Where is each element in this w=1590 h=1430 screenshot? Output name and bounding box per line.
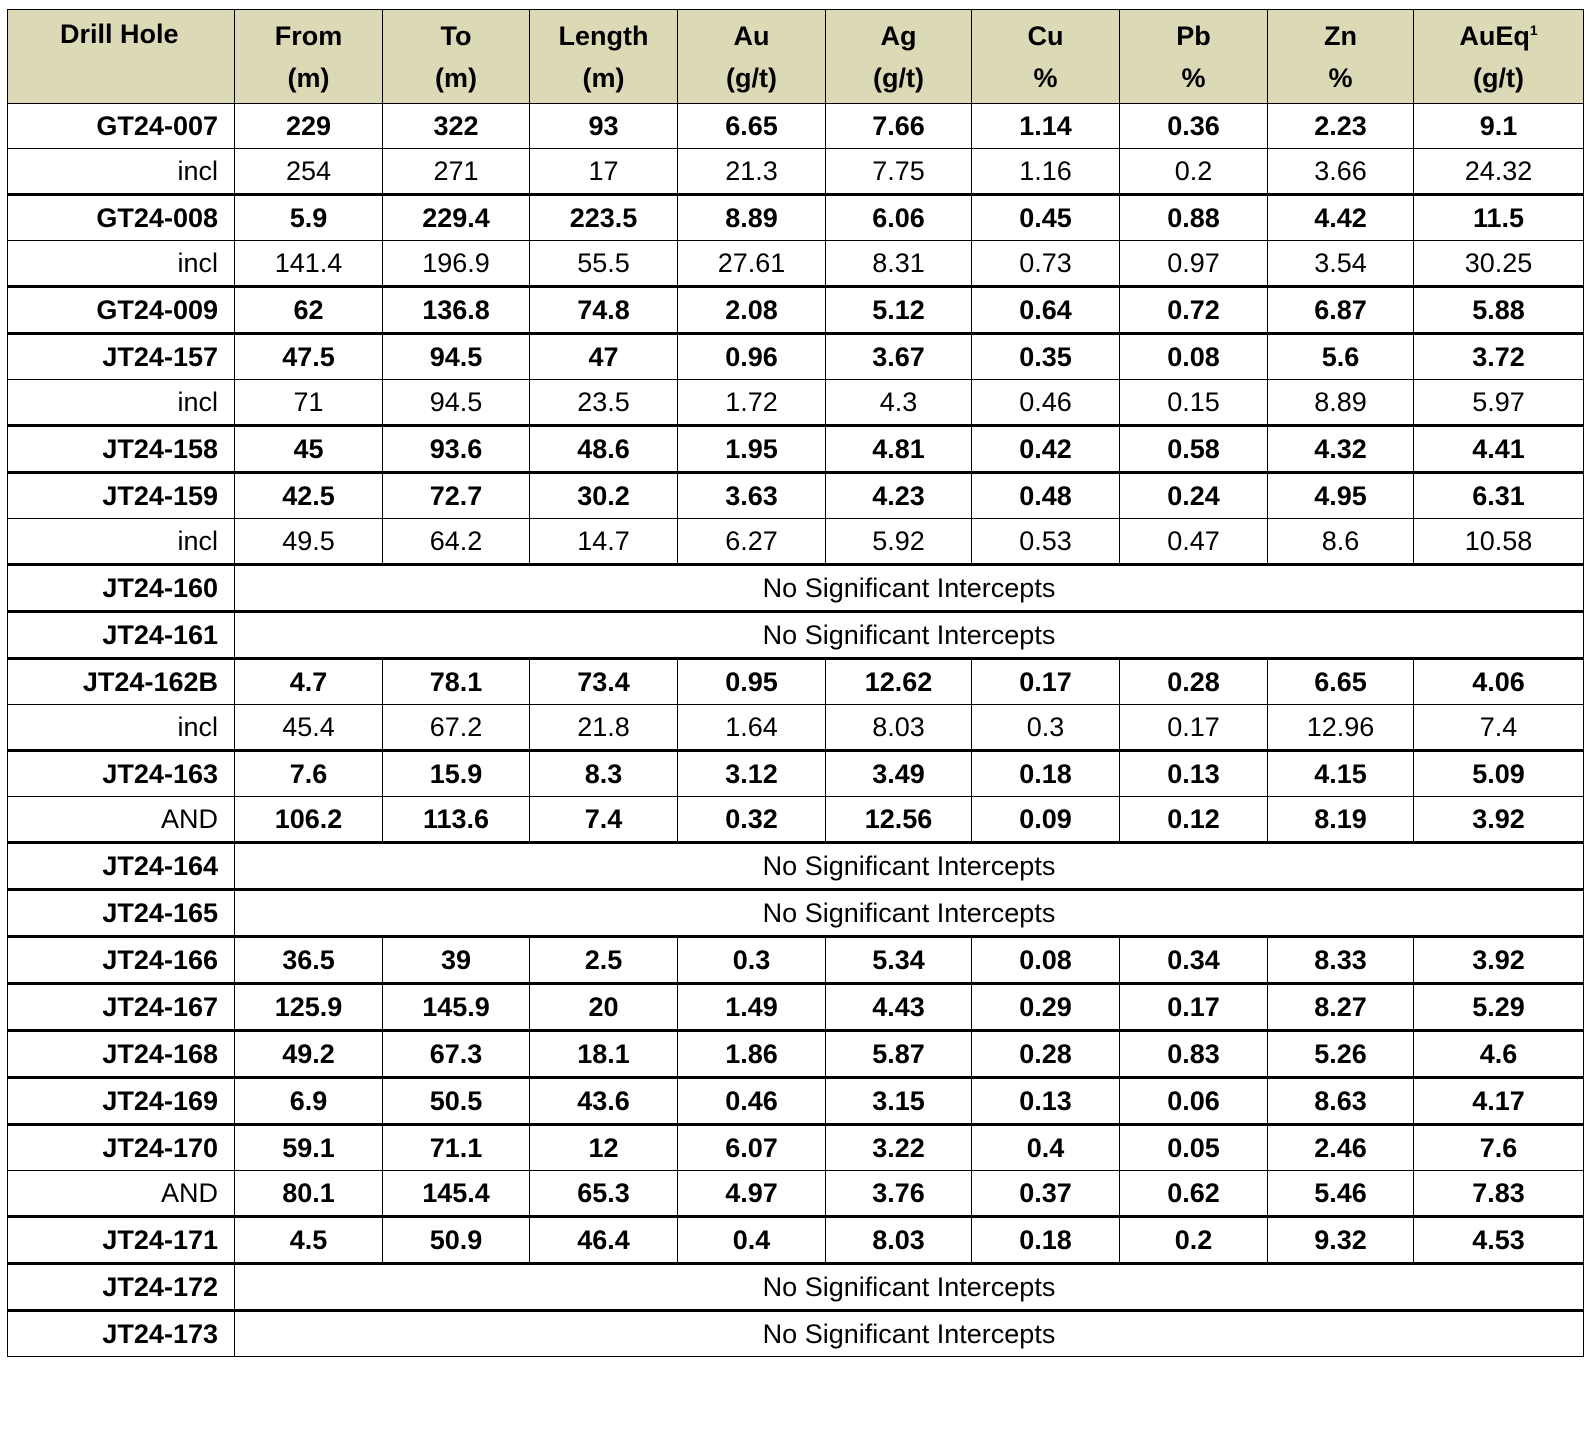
cell-length: 2.5 xyxy=(530,937,678,984)
table-row xyxy=(8,937,1584,984)
cell-aueq: 4.53 xyxy=(1414,1217,1584,1264)
cell-from: 71 xyxy=(235,380,383,426)
cell-length: 30.2 xyxy=(530,473,678,519)
cell-length: 20 xyxy=(530,984,678,1031)
cell-pb: 0.17 xyxy=(1120,984,1268,1031)
table-row xyxy=(8,1264,1584,1311)
cell-ag: 4.23 xyxy=(826,473,972,519)
cell-au: 3.63 xyxy=(678,473,826,519)
header-ag-unit: (g/t) xyxy=(873,62,924,93)
cell-from: 141.4 xyxy=(235,241,383,287)
cell-cu: 0.73 xyxy=(972,241,1120,287)
cell-length: 18.1 xyxy=(530,1031,678,1078)
table-row xyxy=(8,241,1584,287)
cell-au: 2.08 xyxy=(678,287,826,334)
cell-from: 5.9 xyxy=(235,195,383,241)
cell-ag: 12.56 xyxy=(826,797,972,843)
cell-from: 47.5 xyxy=(235,334,383,380)
cell-zn: 4.15 xyxy=(1268,751,1414,797)
cell-drill-hole: GT24-009 xyxy=(8,287,235,334)
header-zn xyxy=(1268,10,1414,104)
cell-length: 74.8 xyxy=(530,287,678,334)
cell-length: 47 xyxy=(530,334,678,380)
table-row xyxy=(8,380,1584,426)
table-row xyxy=(8,334,1584,380)
cell-zn: 4.42 xyxy=(1268,195,1414,241)
cell-pb: 0.06 xyxy=(1120,1078,1268,1125)
cell-drill-hole: JT24-167 xyxy=(8,984,235,1031)
cell-zn: 5.46 xyxy=(1268,1171,1414,1217)
cell-aueq: 6.31 xyxy=(1414,473,1584,519)
cell-cu: 0.64 xyxy=(972,287,1120,334)
cell-length: 14.7 xyxy=(530,519,678,565)
cell-ag: 8.03 xyxy=(826,705,972,751)
header-length xyxy=(530,10,678,104)
cell-zn: 2.46 xyxy=(1268,1125,1414,1171)
cell-ag: 5.87 xyxy=(826,1031,972,1078)
cell-no-significant-intercepts: No Significant Intercepts xyxy=(235,843,1584,890)
cell-from: 45 xyxy=(235,426,383,473)
cell-cu: 0.46 xyxy=(972,380,1120,426)
cell-from: 62 xyxy=(235,287,383,334)
cell-au: 0.95 xyxy=(678,659,826,705)
cell-to: 322 xyxy=(383,104,530,149)
cell-length: 43.6 xyxy=(530,1078,678,1125)
cell-length: 73.4 xyxy=(530,659,678,705)
cell-pb: 0.28 xyxy=(1120,659,1268,705)
cell-zn: 8.89 xyxy=(1268,380,1414,426)
cell-aueq: 9.1 xyxy=(1414,104,1584,149)
cell-drill-hole: JT24-170 xyxy=(8,1125,235,1171)
table-row xyxy=(8,287,1584,334)
cell-aueq: 3.92 xyxy=(1414,797,1584,843)
cell-drill-hole: JT24-169 xyxy=(8,1078,235,1125)
cell-pb: 0.97 xyxy=(1120,241,1268,287)
cell-drill-hole: JT24-165 xyxy=(8,890,235,937)
cell-cu: 0.37 xyxy=(972,1171,1120,1217)
cell-ag: 8.03 xyxy=(826,1217,972,1264)
table-row xyxy=(8,104,1584,149)
cell-drill-hole: JT24-157 xyxy=(8,334,235,380)
cell-length: 17 xyxy=(530,149,678,195)
cell-cu: 0.35 xyxy=(972,334,1120,380)
table-row xyxy=(8,1031,1584,1078)
cell-drill-hole: JT24-163 xyxy=(8,751,235,797)
cell-drill-hole: JT24-168 xyxy=(8,1031,235,1078)
table-row xyxy=(8,751,1584,797)
header-zn-unit: % xyxy=(1328,62,1353,93)
cell-aueq: 11.5 xyxy=(1414,195,1584,241)
cell-length: 93 xyxy=(530,104,678,149)
cell-length: 46.4 xyxy=(530,1217,678,1264)
cell-drill-hole: AND xyxy=(8,797,235,843)
cell-no-significant-intercepts: No Significant Intercepts xyxy=(235,1264,1584,1311)
table-row xyxy=(8,519,1584,565)
cell-cu: 0.42 xyxy=(972,426,1120,473)
cell-to: 67.2 xyxy=(383,705,530,751)
table-row xyxy=(8,426,1584,473)
cell-cu: 0.3 xyxy=(972,705,1120,751)
cell-to: 94.5 xyxy=(383,380,530,426)
cell-to: 145.4 xyxy=(383,1171,530,1217)
cell-au: 4.97 xyxy=(678,1171,826,1217)
cell-drill-hole: incl xyxy=(8,705,235,751)
table-row xyxy=(8,705,1584,751)
cell-ag: 3.49 xyxy=(826,751,972,797)
cell-ag: 6.06 xyxy=(826,195,972,241)
cell-aueq: 5.29 xyxy=(1414,984,1584,1031)
cell-aueq: 7.4 xyxy=(1414,705,1584,751)
cell-cu: 0.17 xyxy=(972,659,1120,705)
cell-from: 229 xyxy=(235,104,383,149)
cell-aueq: 5.09 xyxy=(1414,751,1584,797)
cell-cu: 0.29 xyxy=(972,984,1120,1031)
header-au-label: Au xyxy=(733,20,770,51)
cell-zn: 8.33 xyxy=(1268,937,1414,984)
cell-drill-hole: GT24-007 xyxy=(8,104,235,149)
cell-from: 4.7 xyxy=(235,659,383,705)
cell-zn: 9.32 xyxy=(1268,1217,1414,1264)
header-to-unit: (m) xyxy=(435,62,477,93)
cell-from: 59.1 xyxy=(235,1125,383,1171)
cell-au: 1.72 xyxy=(678,380,826,426)
cell-drill-hole: JT24-162B xyxy=(8,659,235,705)
cell-pb: 0.2 xyxy=(1120,1217,1268,1264)
cell-ag: 5.12 xyxy=(826,287,972,334)
table-row xyxy=(8,149,1584,195)
cell-au: 0.4 xyxy=(678,1217,826,1264)
cell-length: 65.3 xyxy=(530,1171,678,1217)
cell-length: 12 xyxy=(530,1125,678,1171)
cell-ag: 4.81 xyxy=(826,426,972,473)
cell-au: 0.32 xyxy=(678,797,826,843)
table-row xyxy=(8,984,1584,1031)
header-drill-hole xyxy=(8,10,235,104)
cell-aueq: 5.88 xyxy=(1414,287,1584,334)
cell-zn: 2.23 xyxy=(1268,104,1414,149)
table-row xyxy=(8,1171,1584,1217)
cell-drill-hole: JT24-160 xyxy=(8,565,235,612)
cell-ag: 7.75 xyxy=(826,149,972,195)
cell-au: 0.3 xyxy=(678,937,826,984)
table-row xyxy=(8,195,1584,241)
cell-to: 78.1 xyxy=(383,659,530,705)
cell-au: 3.12 xyxy=(678,751,826,797)
cell-pb: 0.83 xyxy=(1120,1031,1268,1078)
cell-pb: 0.15 xyxy=(1120,380,1268,426)
cell-to: 15.9 xyxy=(383,751,530,797)
cell-au: 6.65 xyxy=(678,104,826,149)
cell-pb: 0.88 xyxy=(1120,195,1268,241)
cell-drill-hole: JT24-166 xyxy=(8,937,235,984)
cell-no-significant-intercepts: No Significant Intercepts xyxy=(235,1311,1584,1357)
cell-drill-hole: AND xyxy=(8,1171,235,1217)
cell-pb: 0.24 xyxy=(1120,473,1268,519)
cell-length: 23.5 xyxy=(530,380,678,426)
cell-ag: 3.15 xyxy=(826,1078,972,1125)
cell-drill-hole: JT24-164 xyxy=(8,843,235,890)
cell-cu: 0.28 xyxy=(972,1031,1120,1078)
table-row xyxy=(8,612,1584,659)
cell-length: 7.4 xyxy=(530,797,678,843)
cell-from: 125.9 xyxy=(235,984,383,1031)
cell-from: 106.2 xyxy=(235,797,383,843)
cell-pb: 0.17 xyxy=(1120,705,1268,751)
cell-au: 1.86 xyxy=(678,1031,826,1078)
cell-from: 6.9 xyxy=(235,1078,383,1125)
cell-cu: 0.48 xyxy=(972,473,1120,519)
table-row xyxy=(8,890,1584,937)
cell-zn: 6.65 xyxy=(1268,659,1414,705)
header-pb xyxy=(1120,10,1268,104)
cell-zn: 4.32 xyxy=(1268,426,1414,473)
cell-zn: 8.19 xyxy=(1268,797,1414,843)
header-ag-label: Ag xyxy=(880,20,917,51)
cell-to: 93.6 xyxy=(383,426,530,473)
cell-drill-hole: incl xyxy=(8,241,235,287)
header-drill-hole-label: Drill Hole xyxy=(60,19,179,49)
cell-ag: 4.43 xyxy=(826,984,972,1031)
header-cu-unit: % xyxy=(1033,62,1058,93)
cell-cu: 0.09 xyxy=(972,797,1120,843)
cell-cu: 1.16 xyxy=(972,149,1120,195)
cell-cu: 0.45 xyxy=(972,195,1120,241)
cell-ag: 8.31 xyxy=(826,241,972,287)
header-pb-unit: % xyxy=(1181,62,1206,93)
cell-cu: 0.18 xyxy=(972,1217,1120,1264)
cell-au: 6.07 xyxy=(678,1125,826,1171)
cell-cu: 0.18 xyxy=(972,751,1120,797)
cell-to: 113.6 xyxy=(383,797,530,843)
cell-au: 8.89 xyxy=(678,195,826,241)
header-au-unit: (g/t) xyxy=(726,62,777,93)
header-length-label: Length xyxy=(558,20,649,51)
cell-aueq: 3.92 xyxy=(1414,937,1584,984)
cell-cu: 0.53 xyxy=(972,519,1120,565)
cell-to: 64.2 xyxy=(383,519,530,565)
cell-drill-hole: GT24-008 xyxy=(8,195,235,241)
header-ag xyxy=(826,10,972,104)
cell-to: 67.3 xyxy=(383,1031,530,1078)
cell-zn: 5.6 xyxy=(1268,334,1414,380)
table-header xyxy=(8,10,1584,104)
cell-aueq: 4.6 xyxy=(1414,1031,1584,1078)
cell-cu: 1.14 xyxy=(972,104,1120,149)
cell-from: 7.6 xyxy=(235,751,383,797)
header-pb-label: Pb xyxy=(1176,20,1211,51)
cell-from: 254 xyxy=(235,149,383,195)
header-aueq-label: AuEq xyxy=(1459,20,1530,51)
cell-no-significant-intercepts: No Significant Intercepts xyxy=(235,565,1584,612)
header-zn-label: Zn xyxy=(1324,20,1357,51)
cell-pb: 0.12 xyxy=(1120,797,1268,843)
cell-zn: 3.66 xyxy=(1268,149,1414,195)
table-row xyxy=(8,1125,1584,1171)
cell-zn: 3.54 xyxy=(1268,241,1414,287)
cell-from: 4.5 xyxy=(235,1217,383,1264)
cell-pb: 0.47 xyxy=(1120,519,1268,565)
cell-au: 6.27 xyxy=(678,519,826,565)
cell-length: 223.5 xyxy=(530,195,678,241)
cell-ag: 12.62 xyxy=(826,659,972,705)
cell-length: 55.5 xyxy=(530,241,678,287)
header-aueq-unit: (g/t) xyxy=(1473,62,1524,93)
cell-aueq: 5.97 xyxy=(1414,380,1584,426)
cell-drill-hole: incl xyxy=(8,380,235,426)
cell-to: 94.5 xyxy=(383,334,530,380)
header-au xyxy=(678,10,826,104)
cell-length: 48.6 xyxy=(530,426,678,473)
cell-au: 27.61 xyxy=(678,241,826,287)
header-row xyxy=(8,10,1584,104)
cell-au: 1.95 xyxy=(678,426,826,473)
cell-aueq: 3.72 xyxy=(1414,334,1584,380)
cell-pb: 0.72 xyxy=(1120,287,1268,334)
cell-to: 72.7 xyxy=(383,473,530,519)
cell-pb: 0.34 xyxy=(1120,937,1268,984)
cell-cu: 0.08 xyxy=(972,937,1120,984)
cell-length: 8.3 xyxy=(530,751,678,797)
cell-cu: 0.4 xyxy=(972,1125,1120,1171)
table-row xyxy=(8,1078,1584,1125)
table-row xyxy=(8,1311,1584,1357)
cell-zn: 12.96 xyxy=(1268,705,1414,751)
cell-to: 71.1 xyxy=(383,1125,530,1171)
cell-pb: 0.58 xyxy=(1120,426,1268,473)
cell-aueq: 4.17 xyxy=(1414,1078,1584,1125)
cell-pb: 0.05 xyxy=(1120,1125,1268,1171)
cell-from: 36.5 xyxy=(235,937,383,984)
cell-to: 136.8 xyxy=(383,287,530,334)
cell-au: 0.96 xyxy=(678,334,826,380)
cell-au: 1.49 xyxy=(678,984,826,1031)
cell-ag: 3.67 xyxy=(826,334,972,380)
cell-length: 21.8 xyxy=(530,705,678,751)
cell-pb: 0.08 xyxy=(1120,334,1268,380)
cell-au: 21.3 xyxy=(678,149,826,195)
cell-to: 39 xyxy=(383,937,530,984)
cell-drill-hole: JT24-173 xyxy=(8,1311,235,1357)
cell-drill-hole: JT24-171 xyxy=(8,1217,235,1264)
cell-au: 0.46 xyxy=(678,1078,826,1125)
cell-ag: 4.3 xyxy=(826,380,972,426)
drill-results-table xyxy=(7,9,1584,1357)
cell-drill-hole: incl xyxy=(8,149,235,195)
header-cu xyxy=(972,10,1120,104)
cell-to: 229.4 xyxy=(383,195,530,241)
cell-ag: 5.92 xyxy=(826,519,972,565)
cell-pb: 0.36 xyxy=(1120,104,1268,149)
cell-ag: 5.34 xyxy=(826,937,972,984)
cell-no-significant-intercepts: No Significant Intercepts xyxy=(235,890,1584,937)
table-row xyxy=(8,1217,1584,1264)
cell-zn: 6.87 xyxy=(1268,287,1414,334)
cell-to: 50.5 xyxy=(383,1078,530,1125)
header-from-label: From xyxy=(274,20,343,51)
cell-pb: 0.13 xyxy=(1120,751,1268,797)
table-row xyxy=(8,659,1584,705)
table-row xyxy=(8,565,1584,612)
cell-zn: 8.63 xyxy=(1268,1078,1414,1125)
cell-drill-hole: JT24-172 xyxy=(8,1264,235,1311)
cell-aueq: 10.58 xyxy=(1414,519,1584,565)
cell-cu: 0.13 xyxy=(972,1078,1120,1125)
cell-ag: 3.76 xyxy=(826,1171,972,1217)
header-length-unit: (m) xyxy=(582,62,625,93)
cell-no-significant-intercepts: No Significant Intercepts xyxy=(235,612,1584,659)
cell-zn: 8.27 xyxy=(1268,984,1414,1031)
header-from xyxy=(235,10,383,104)
cell-aueq: 7.83 xyxy=(1414,1171,1584,1217)
cell-drill-hole: incl xyxy=(8,519,235,565)
cell-zn: 5.26 xyxy=(1268,1031,1414,1078)
table-row xyxy=(8,843,1584,890)
cell-to: 50.9 xyxy=(383,1217,530,1264)
cell-au: 1.64 xyxy=(678,705,826,751)
table-body xyxy=(8,104,1584,1357)
cell-from: 45.4 xyxy=(235,705,383,751)
cell-ag: 3.22 xyxy=(826,1125,972,1171)
cell-drill-hole: JT24-158 xyxy=(8,426,235,473)
cell-aueq: 4.06 xyxy=(1414,659,1584,705)
header-aueq-footnote: 1 xyxy=(1529,21,1538,38)
table-row xyxy=(8,473,1584,519)
cell-from: 49.5 xyxy=(235,519,383,565)
cell-zn: 8.6 xyxy=(1268,519,1414,565)
header-from-unit: (m) xyxy=(287,62,330,93)
cell-to: 271 xyxy=(383,149,530,195)
cell-zn: 4.95 xyxy=(1268,473,1414,519)
cell-drill-hole: JT24-159 xyxy=(8,473,235,519)
cell-aueq: 7.6 xyxy=(1414,1125,1584,1171)
cell-from: 80.1 xyxy=(235,1171,383,1217)
cell-ag: 7.66 xyxy=(826,104,972,149)
cell-aueq: 4.41 xyxy=(1414,426,1584,473)
cell-aueq: 30.25 xyxy=(1414,241,1584,287)
cell-aueq: 24.32 xyxy=(1414,149,1584,195)
cell-from: 42.5 xyxy=(235,473,383,519)
header-cu-label: Cu xyxy=(1027,20,1064,51)
header-to-label: To xyxy=(440,20,472,51)
cell-drill-hole: JT24-161 xyxy=(8,612,235,659)
header-to xyxy=(383,10,530,104)
cell-to: 196.9 xyxy=(383,241,530,287)
cell-pb: 0.62 xyxy=(1120,1171,1268,1217)
header-aueq xyxy=(1414,10,1584,104)
cell-from: 49.2 xyxy=(235,1031,383,1078)
table-row xyxy=(8,797,1584,843)
cell-pb: 0.2 xyxy=(1120,149,1268,195)
cell-to: 145.9 xyxy=(383,984,530,1031)
